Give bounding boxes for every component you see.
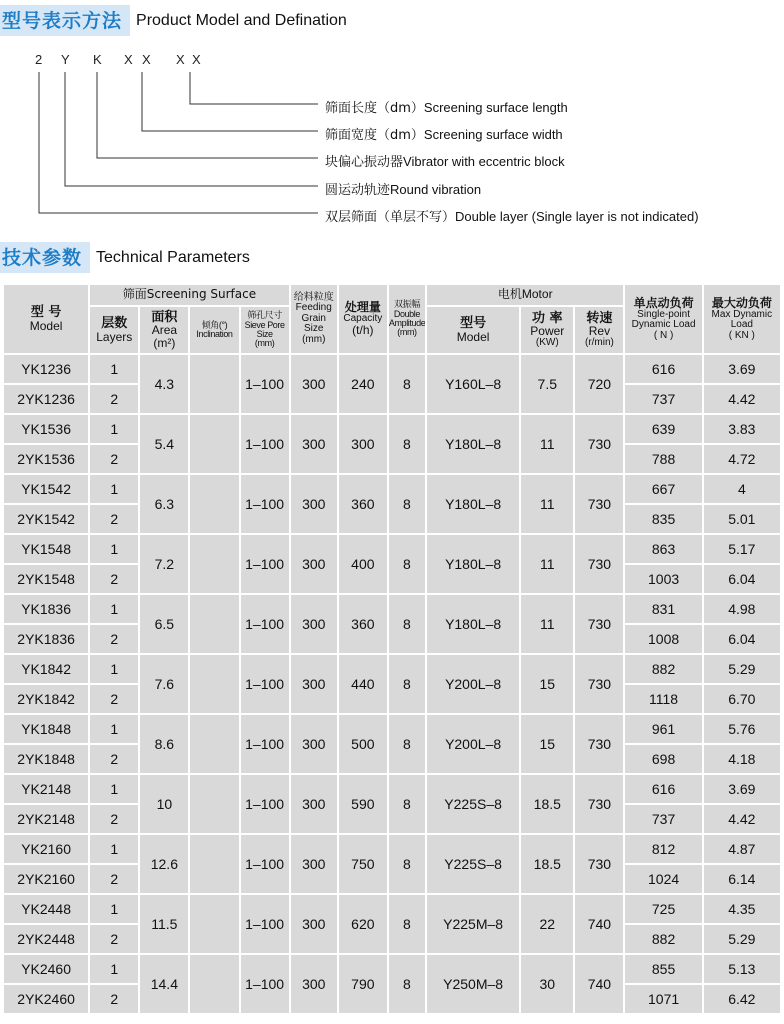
sieve-size-cell: 1–100 xyxy=(241,895,289,953)
single-point-load-cell: 882 xyxy=(625,655,701,683)
max-dynamic-load-cell: 4.18 xyxy=(704,745,780,773)
model-code-leader-lines xyxy=(0,0,784,240)
rev-cell: 730 xyxy=(575,715,623,773)
header-layers: 层数 Layers xyxy=(90,307,138,353)
layers-cell: 1 xyxy=(90,775,138,803)
sieve-size-cell: 1–100 xyxy=(241,475,289,533)
power-cell: 30 xyxy=(521,955,573,1013)
capacity-cell: 360 xyxy=(339,595,387,653)
power-cell: 11 xyxy=(521,595,573,653)
rev-cell: 720 xyxy=(575,355,623,413)
motor-model-cell: Y225S–8 xyxy=(427,775,519,833)
single-point-load-cell: 1008 xyxy=(625,625,701,653)
header-feeding-size: 给料粒度 Feeding Grain Size (mm) xyxy=(291,285,337,353)
section-title-cn: 型号表示方法 xyxy=(0,5,130,36)
motor-model-cell: Y225S–8 xyxy=(427,835,519,893)
section-title-en: Product Model and Defination xyxy=(136,11,347,29)
model-cell: YK1542 xyxy=(4,475,88,503)
model-cell: 2YK1842 xyxy=(4,685,88,713)
sieve-size-cell: 1–100 xyxy=(241,835,289,893)
single-point-load-cell: 639 xyxy=(625,415,701,443)
section-title-params xyxy=(0,242,250,273)
header-motor: 电机Motor xyxy=(427,285,624,305)
area-cell: 12.6 xyxy=(140,835,188,893)
max-dynamic-load-cell: 6.14 xyxy=(704,865,780,893)
area-cell: 11.5 xyxy=(140,895,188,953)
power-cell: 18.5 xyxy=(521,775,573,833)
area-cell: 6.3 xyxy=(140,475,188,533)
feeding-size-cell: 300 xyxy=(291,835,337,893)
model-cell: YK1836 xyxy=(4,595,88,623)
capacity-cell: 750 xyxy=(339,835,387,893)
model-cell: YK2448 xyxy=(4,895,88,923)
leader-line-vibrator xyxy=(97,72,318,158)
code-char-round: Y xyxy=(61,52,70,67)
table-row xyxy=(4,595,780,623)
header-single-point-load: 单点动负荷 Single-point Dynamic Load ( N ) xyxy=(625,285,701,353)
table-row xyxy=(4,955,780,983)
model-cell: YK2148 xyxy=(4,775,88,803)
single-point-load-cell: 863 xyxy=(625,535,701,563)
legend-double-layer: 双层筛面（单层不写）Double layer (Single layer is not indicated) xyxy=(325,209,699,225)
sieve-size-cell: 1–100 xyxy=(241,655,289,713)
table-row xyxy=(4,895,780,923)
layers-cell: 2 xyxy=(90,445,138,473)
amplitude-cell: 8 xyxy=(389,835,425,893)
single-point-load-cell: 788 xyxy=(625,445,701,473)
motor-model-cell: Y180L–8 xyxy=(427,595,519,653)
header-model: 型 号 Model xyxy=(4,285,88,353)
motor-model-cell: Y180L–8 xyxy=(427,415,519,473)
feeding-size-cell: 300 xyxy=(291,355,337,413)
layers-cell: 1 xyxy=(90,655,138,683)
max-dynamic-load-cell: 3.69 xyxy=(704,355,780,383)
sieve-size-cell: 1–100 xyxy=(241,535,289,593)
rev-cell: 730 xyxy=(575,655,623,713)
amplitude-cell: 8 xyxy=(389,895,425,953)
layers-cell: 1 xyxy=(90,715,138,743)
layers-cell: 1 xyxy=(90,535,138,563)
rev-cell: 730 xyxy=(575,775,623,833)
amplitude-cell: 8 xyxy=(389,955,425,1013)
capacity-cell: 240 xyxy=(339,355,387,413)
capacity-cell: 590 xyxy=(339,775,387,833)
feeding-size-cell: 300 xyxy=(291,775,337,833)
rev-cell: 730 xyxy=(575,475,623,533)
header-inclination: 倾角(°) Inclination xyxy=(190,307,238,353)
model-cell: YK1536 xyxy=(4,415,88,443)
legend-vibrator: 块偏心振动器Vibrator with eccentric block xyxy=(325,154,565,170)
table-row xyxy=(4,535,780,563)
capacity-cell: 440 xyxy=(339,655,387,713)
feeding-size-cell: 300 xyxy=(291,475,337,533)
sieve-size-cell: 1–100 xyxy=(241,415,289,473)
single-point-load-cell: 698 xyxy=(625,745,701,773)
capacity-cell: 360 xyxy=(339,475,387,533)
max-dynamic-load-cell: 5.76 xyxy=(704,715,780,743)
capacity-cell: 400 xyxy=(339,535,387,593)
single-point-load-cell: 1071 xyxy=(625,985,701,1013)
max-dynamic-load-cell: 6.04 xyxy=(704,565,780,593)
leader-line-width xyxy=(142,72,318,131)
model-cell: 2YK1542 xyxy=(4,505,88,533)
amplitude-cell: 8 xyxy=(389,415,425,473)
header-capacity: 处理量 Capacity (t/h) xyxy=(339,285,387,353)
rev-cell: 730 xyxy=(575,595,623,653)
table-row xyxy=(4,475,780,503)
table-row xyxy=(4,715,780,743)
max-dynamic-load-cell: 5.17 xyxy=(704,535,780,563)
inclination-cell xyxy=(190,955,238,1013)
max-dynamic-load-cell: 4.35 xyxy=(704,895,780,923)
feeding-size-cell: 300 xyxy=(291,595,337,653)
motor-model-cell: Y225M–8 xyxy=(427,895,519,953)
model-cell: YK1236 xyxy=(4,355,88,383)
code-char-width-2: X xyxy=(142,52,151,67)
single-point-load-cell: 1024 xyxy=(625,865,701,893)
layers-cell: 1 xyxy=(90,595,138,623)
single-point-load-cell: 835 xyxy=(625,505,701,533)
power-cell: 11 xyxy=(521,475,573,533)
table-row xyxy=(4,835,780,863)
motor-model-cell: Y180L–8 xyxy=(427,475,519,533)
max-dynamic-load-cell: 4.98 xyxy=(704,595,780,623)
leader-line-round xyxy=(65,72,318,186)
header-area: 面积 Area (m²) xyxy=(140,307,188,353)
table-row xyxy=(4,415,780,443)
layers-cell: 1 xyxy=(90,895,138,923)
model-cell: YK1848 xyxy=(4,715,88,743)
sieve-size-cell: 1–100 xyxy=(241,715,289,773)
layers-cell: 2 xyxy=(90,985,138,1013)
header-sieve-pore-size: 筛孔尺寸 Sieve Pore Size (mm) xyxy=(241,307,289,353)
area-cell: 14.4 xyxy=(140,955,188,1013)
model-cell: 2YK2148 xyxy=(4,805,88,833)
motor-model-cell: Y180L–8 xyxy=(427,535,519,593)
max-dynamic-load-cell: 5.01 xyxy=(704,505,780,533)
model-cell: 2YK1836 xyxy=(4,625,88,653)
area-cell: 4.3 xyxy=(140,355,188,413)
inclination-cell xyxy=(190,415,238,473)
leader-line-double xyxy=(39,72,318,213)
single-point-load-cell: 667 xyxy=(625,475,701,503)
amplitude-cell: 8 xyxy=(389,355,425,413)
model-cell: YK1842 xyxy=(4,655,88,683)
table-body xyxy=(4,355,780,1013)
model-cell: 2YK1236 xyxy=(4,385,88,413)
header-motor-model: 型号 Model xyxy=(427,307,519,353)
table-row xyxy=(4,775,780,803)
model-cell: 2YK2160 xyxy=(4,865,88,893)
code-char-width-1: X xyxy=(124,52,133,67)
max-dynamic-load-cell: 4.72 xyxy=(704,445,780,473)
max-dynamic-load-cell: 3.69 xyxy=(704,775,780,803)
code-char-length-2: X xyxy=(192,52,201,67)
sieve-size-cell: 1–100 xyxy=(241,775,289,833)
model-cell: 2YK2448 xyxy=(4,925,88,953)
amplitude-cell: 8 xyxy=(389,715,425,773)
capacity-cell: 300 xyxy=(339,415,387,473)
legend-round-vibration: 圆运动轨迹Round vibration xyxy=(325,182,482,198)
power-cell: 7.5 xyxy=(521,355,573,413)
technical-parameters-table xyxy=(2,283,782,1015)
single-point-load-cell: 855 xyxy=(625,955,701,983)
model-cell: YK1548 xyxy=(4,535,88,563)
area-cell: 10 xyxy=(140,775,188,833)
layers-cell: 1 xyxy=(90,355,138,383)
header-power: 功 率 Power (KW) xyxy=(521,307,573,353)
max-dynamic-load-cell: 4.42 xyxy=(704,385,780,413)
feeding-size-cell: 300 xyxy=(291,895,337,953)
motor-model-cell: Y200L–8 xyxy=(427,655,519,713)
inclination-cell xyxy=(190,355,238,413)
area-cell: 7.2 xyxy=(140,535,188,593)
single-point-load-cell: 831 xyxy=(625,595,701,623)
rev-cell: 730 xyxy=(575,535,623,593)
inclination-cell xyxy=(190,655,238,713)
legend-screening-width: 筛面宽度（dm）Screening surface width xyxy=(325,127,563,143)
rev-cell: 740 xyxy=(575,895,623,953)
amplitude-cell: 8 xyxy=(389,775,425,833)
layers-cell: 2 xyxy=(90,805,138,833)
model-cell: YK2160 xyxy=(4,835,88,863)
inclination-cell xyxy=(190,535,238,593)
leader-line-length xyxy=(190,72,318,104)
capacity-cell: 790 xyxy=(339,955,387,1013)
max-dynamic-load-cell: 4.87 xyxy=(704,835,780,863)
feeding-size-cell: 300 xyxy=(291,415,337,473)
model-cell: 2YK1548 xyxy=(4,565,88,593)
area-cell: 8.6 xyxy=(140,715,188,773)
model-cell: 2YK2460 xyxy=(4,985,88,1013)
inclination-cell xyxy=(190,895,238,953)
layers-cell: 1 xyxy=(90,835,138,863)
power-cell: 11 xyxy=(521,535,573,593)
max-dynamic-load-cell: 6.42 xyxy=(704,985,780,1013)
power-cell: 22 xyxy=(521,895,573,953)
layers-cell: 1 xyxy=(90,475,138,503)
inclination-cell xyxy=(190,595,238,653)
power-cell: 11 xyxy=(521,415,573,473)
table-row xyxy=(4,355,780,383)
sieve-size-cell: 1–100 xyxy=(241,955,289,1013)
max-dynamic-load-cell: 5.29 xyxy=(704,655,780,683)
single-point-load-cell: 737 xyxy=(625,385,701,413)
layers-cell: 2 xyxy=(90,385,138,413)
feeding-size-cell: 300 xyxy=(291,715,337,773)
section-title-en: Technical Parameters xyxy=(96,248,250,266)
area-cell: 5.4 xyxy=(140,415,188,473)
sieve-size-cell: 1–100 xyxy=(241,595,289,653)
header-double-amplitude: 双振幅 Double Amplitude (mm) xyxy=(389,285,425,353)
layers-cell: 1 xyxy=(90,955,138,983)
layers-cell: 2 xyxy=(90,865,138,893)
capacity-cell: 500 xyxy=(339,715,387,773)
max-dynamic-load-cell: 6.04 xyxy=(704,625,780,653)
layers-cell: 2 xyxy=(90,745,138,773)
amplitude-cell: 8 xyxy=(389,595,425,653)
code-char-vibrator: K xyxy=(93,52,102,67)
power-cell: 15 xyxy=(521,715,573,773)
rev-cell: 730 xyxy=(575,415,623,473)
sieve-size-cell: 1–100 xyxy=(241,355,289,413)
feeding-size-cell: 300 xyxy=(291,535,337,593)
max-dynamic-load-cell: 6.70 xyxy=(704,685,780,713)
single-point-load-cell: 882 xyxy=(625,925,701,953)
max-dynamic-load-cell: 4.42 xyxy=(704,805,780,833)
header-max-dynamic-load: 最大动负荷 Max Dynamic Load ( KN ) xyxy=(704,285,780,353)
area-cell: 6.5 xyxy=(140,595,188,653)
area-cell: 7.6 xyxy=(140,655,188,713)
layers-cell: 2 xyxy=(90,685,138,713)
single-point-load-cell: 1003 xyxy=(625,565,701,593)
motor-model-cell: Y200L–8 xyxy=(427,715,519,773)
max-dynamic-load-cell: 3.83 xyxy=(704,415,780,443)
single-point-load-cell: 961 xyxy=(625,715,701,743)
single-point-load-cell: 616 xyxy=(625,775,701,803)
legend-screening-length: 筛面长度（dm）Screening surface length xyxy=(325,100,568,116)
layers-cell: 2 xyxy=(90,625,138,653)
single-point-load-cell: 1118 xyxy=(625,685,701,713)
motor-model-cell: Y250M–8 xyxy=(427,955,519,1013)
amplitude-cell: 8 xyxy=(389,655,425,713)
header-rev: 转速 Rev (r/min) xyxy=(575,307,623,353)
rev-cell: 730 xyxy=(575,835,623,893)
power-cell: 15 xyxy=(521,655,573,713)
table-row xyxy=(4,655,780,683)
layers-cell: 2 xyxy=(90,505,138,533)
layers-cell: 2 xyxy=(90,565,138,593)
amplitude-cell: 8 xyxy=(389,535,425,593)
model-cell: YK2460 xyxy=(4,955,88,983)
single-point-load-cell: 812 xyxy=(625,835,701,863)
rev-cell: 740 xyxy=(575,955,623,1013)
header-screening-surface: 筛面Screening Surface xyxy=(90,285,288,305)
single-point-load-cell: 616 xyxy=(625,355,701,383)
motor-model-cell: Y160L–8 xyxy=(427,355,519,413)
max-dynamic-load-cell: 4 xyxy=(704,475,780,503)
max-dynamic-load-cell: 5.13 xyxy=(704,955,780,983)
inclination-cell xyxy=(190,475,238,533)
single-point-load-cell: 737 xyxy=(625,805,701,833)
feeding-size-cell: 300 xyxy=(291,655,337,713)
power-cell: 18.5 xyxy=(521,835,573,893)
code-char-length-1: X xyxy=(176,52,185,67)
inclination-cell xyxy=(190,835,238,893)
max-dynamic-load-cell: 5.29 xyxy=(704,925,780,953)
model-cell: 2YK1536 xyxy=(4,445,88,473)
capacity-cell: 620 xyxy=(339,895,387,953)
code-char-double: 2 xyxy=(35,52,43,67)
section-title-cn: 技术参数 xyxy=(0,242,90,273)
feeding-size-cell: 300 xyxy=(291,955,337,1013)
layers-cell: 2 xyxy=(90,925,138,953)
amplitude-cell: 8 xyxy=(389,475,425,533)
inclination-cell xyxy=(190,775,238,833)
inclination-cell xyxy=(190,715,238,773)
layers-cell: 1 xyxy=(90,415,138,443)
model-cell: 2YK1848 xyxy=(4,745,88,773)
single-point-load-cell: 725 xyxy=(625,895,701,923)
